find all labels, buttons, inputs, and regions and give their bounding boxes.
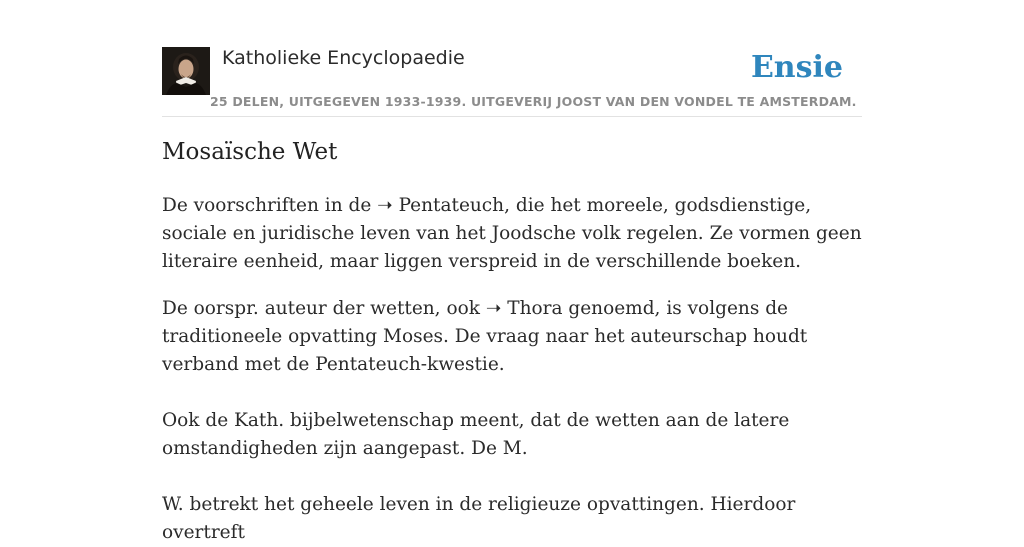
portrait-image (162, 47, 210, 95)
paragraph: W. betrekt het geheele leven in de religieuze opvattingen. Hierdoor overtreft (162, 494, 796, 543)
header (162, 46, 862, 117)
paragraph: Ook de Kath. bijbelwetenschap meent, dat de wetten aan de latere omstandigheden zijn aangepast. De M. (162, 410, 790, 459)
paragraph (162, 192, 867, 276)
paragraph-text: genoemd, is volgens de traditioneele opvatting Moses. De vraag naar het auteurschap houdt verband met de Pentateuch-kwestie. (162, 298, 808, 375)
source-title[interactable]: Katholieke Encyclopaedie (222, 47, 465, 69)
paragraph (162, 295, 867, 379)
link-pentateuch[interactable]: Pentateuch (392, 195, 505, 216)
article-title: Mosaïsche Wet (162, 139, 338, 165)
source-subtitle: 25 DELEN, UITGEGEVEN 1933-1939. UITGEVERIJ JOOST VAN DEN VONDEL TE AMSTERDAM. (210, 94, 857, 109)
source-avatar[interactable] (162, 47, 210, 95)
link-arrow-icon: ➝ (377, 195, 393, 216)
paragraph-text: De voorschriften in de (162, 195, 378, 216)
paragraph-text: , die het moreele, godsdienstige, sociale en juridische leven van het Joodsche volk regelen. Ze vormen geen literaire eenheid, maar liggen verspreid in de verschillende boeken. (162, 195, 862, 272)
link-thora[interactable]: Thora (501, 298, 563, 319)
article-body (162, 192, 867, 547)
ensie-logo[interactable]: Ensie (750, 50, 843, 85)
link-arrow-icon: ➝ (485, 298, 502, 319)
paragraph-text: De oorspr. auteur der wetten, ook (162, 298, 486, 319)
